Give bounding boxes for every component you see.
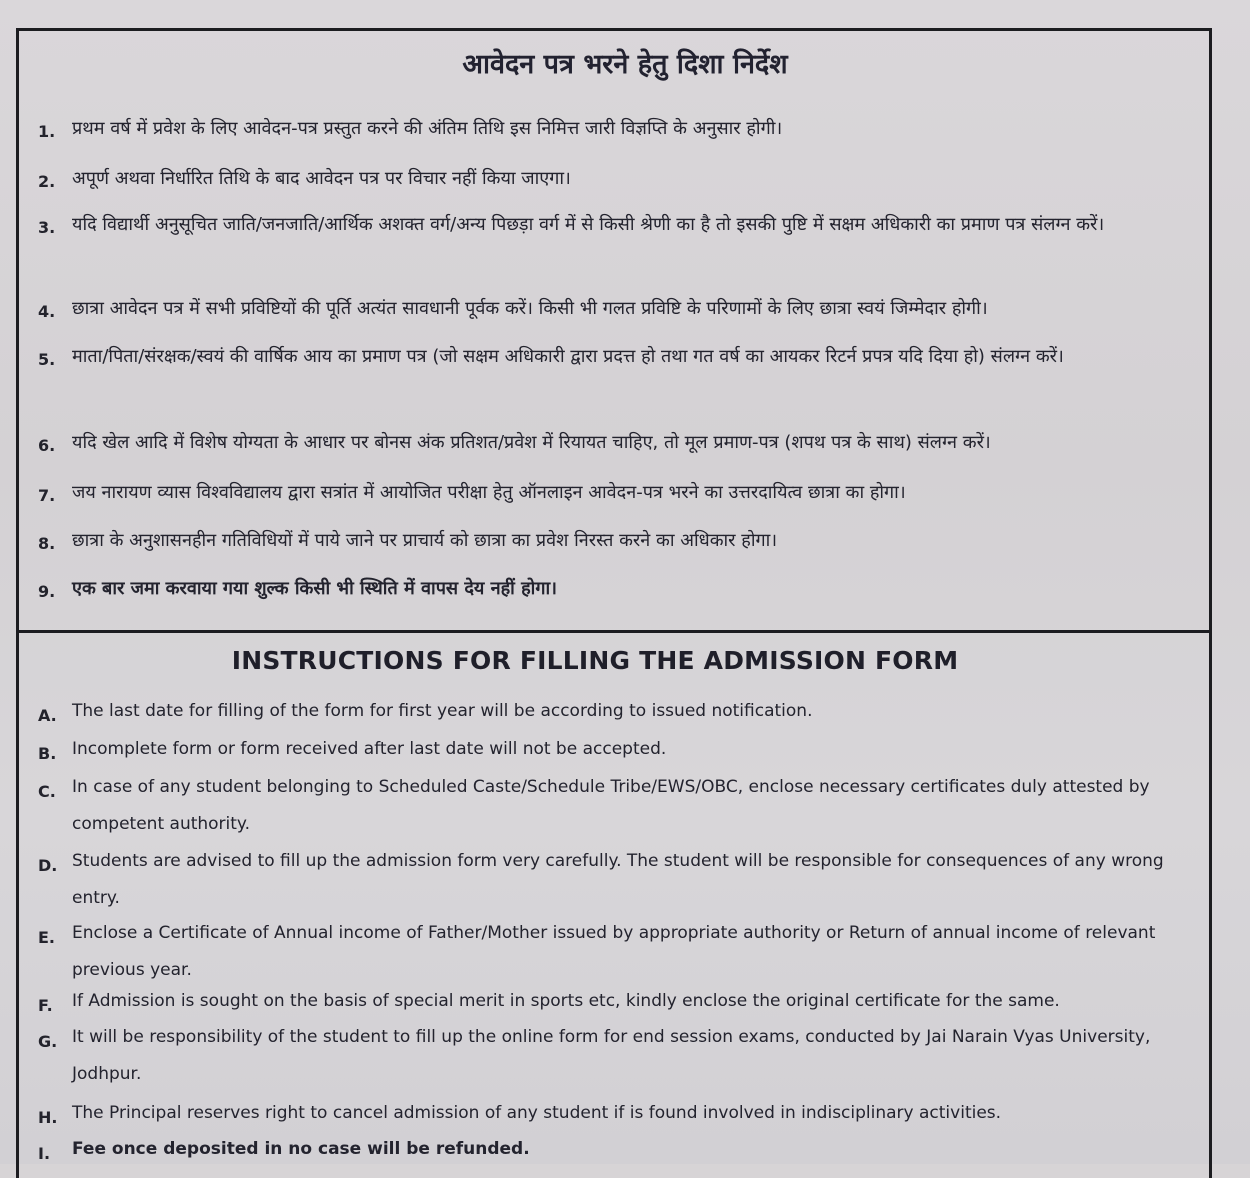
- item-text: The last date for filling of the form for first year will be according to issued notification.: [72, 701, 813, 721]
- item-text: यदि विद्यार्थी अनुसूचित जाति/जनजाति/आर्थिक अशक्त वर्ग/अन्य पिछड़ा वर्ग में से किसी श्रेणी का है तो इसकी पुष्टि में सक्षम अधिकारी का प्रमाण पत्र संलग्न करें।: [72, 214, 1105, 235]
- english-instruction-item: [38, 1028, 1203, 1093]
- item-text: यदि खेल आदि में विशेष योग्यता के आधार पर बोनस अंक प्रतिशत/प्रवेश में रियायत चाहिए, तो मूल प्रमाण-पत्र (शपथ पत्र के साथ) संलग्न करें।: [72, 432, 991, 453]
- item-number: D.: [38, 856, 58, 875]
- item-text: छात्रा के अनुशासनहीन गतिविधियों में पाये जाने पर प्राचार्य को छात्रा का प्रवेश निरस्त करने का अधिकार होगा।: [72, 530, 778, 551]
- english-instruction-item: [38, 924, 1203, 989]
- english-instruction-item: [38, 852, 1203, 917]
- item-number: 4.: [38, 302, 56, 321]
- hindi-instruction-item: [38, 214, 1203, 248]
- item-number: 9.: [38, 582, 56, 601]
- english-instruction-item: [38, 1104, 1203, 1132]
- section-divider: [16, 630, 1212, 633]
- item-number: A.: [38, 706, 57, 725]
- item-number: 8.: [38, 534, 56, 553]
- item-text: It will be responsibility of the student to fill up the online form for end session exams, conducted by Jai Narain Vyas University, Jodhpur.: [72, 1027, 1151, 1084]
- item-number: 7.: [38, 486, 56, 505]
- item-number: B.: [38, 744, 57, 763]
- item-number: 3.: [38, 218, 56, 237]
- hindi-instruction-item: [38, 432, 1203, 466]
- item-text: Incomplete form or form received after last date will not be accepted.: [72, 739, 667, 759]
- hindi-instruction-item: [38, 168, 1203, 202]
- hindi-instruction-item: [38, 578, 1203, 612]
- item-text: Enclose a Certificate of Annual income of Father/Mother issued by appropriate authority or Return of annual income of relevant previous year.: [72, 923, 1156, 980]
- hindi-instruction-item: [38, 482, 1203, 516]
- item-text: Students are advised to fill up the admission form very carefully. The student will be responsible for consequences of any wrong entry.: [72, 851, 1164, 908]
- item-text: छात्रा आवेदन पत्र में सभी प्रविष्टियों की पूर्ति अत्यंत सावधानी पूर्वक करें। किसी भी गलत प्रविष्टि के परिणामों के लिए छात्रा स्वयं जिम्मेदार होगी।: [72, 298, 988, 319]
- item-text: अपूर्ण अथवा निर्धारित तिथि के बाद आवेदन पत्र पर विचार नहीं किया जाएगा।: [72, 168, 571, 189]
- item-number: 6.: [38, 436, 56, 455]
- item-text: The Principal reserves right to cancel admission of any student if is found involved in indisciplinary activities.: [72, 1103, 1002, 1123]
- hindi-instruction-item: [38, 530, 1203, 564]
- item-number: I.: [38, 1144, 51, 1163]
- item-number: G.: [38, 1032, 58, 1051]
- item-number: 2.: [38, 172, 56, 191]
- english-instruction-item: [38, 740, 1203, 768]
- hindi-instructions-title: आवेदन पत्र भरने हेतु दिशा निर्देश: [462, 49, 788, 80]
- item-number: 5.: [38, 350, 56, 369]
- item-number: H.: [38, 1108, 58, 1127]
- item-text: जय नारायण व्यास विश्वविद्यालय द्वारा सत्रांत में आयोजित परीक्षा हेतु ऑनलाइन आवेदन-पत्र भरने का उत्तरदायित्व छात्रा का होगा।: [72, 482, 906, 503]
- item-number: 1.: [38, 122, 56, 141]
- item-text: In case of any student belonging to Scheduled Caste/Schedule Tribe/EWS/OBC, enclose necessary certificates duly attested by competent authority.: [72, 777, 1150, 834]
- item-number: E.: [38, 928, 56, 947]
- hindi-instruction-item: [38, 298, 1203, 332]
- item-number: C.: [38, 782, 56, 801]
- hindi-instruction-item: [38, 346, 1203, 380]
- english-instruction-item: [38, 702, 1203, 730]
- item-text: प्रथम वर्ष में प्रवेश के लिए आवेदन-पत्र प्रस्तुत करने की अंतिम तिथि इस निमित्त जारी विज्ञप्ति के अनुसार होगी।: [72, 118, 783, 139]
- item-text: If Admission is sought on the basis of special merit in sports etc, kindly enclose the original certificate for the same.: [72, 991, 1060, 1011]
- english-instruction-item: [38, 992, 1203, 1020]
- item-number: F.: [38, 996, 53, 1015]
- item-text: Fee once deposited in no case will be refunded.: [72, 1139, 530, 1159]
- item-text: एक बार जमा करवाया गया शुल्क किसी भी स्थिति में वापस देय नहीं होगा।: [72, 578, 557, 599]
- english-instruction-item: [38, 778, 1203, 843]
- item-text: माता/पिता/संरक्षक/स्वयं की वार्षिक आय का प्रमाण पत्र (जो सक्षम अधिकारी द्वारा प्रदत्त हो तथा गत वर्ष का आयकर रिटर्न प्रपत्र यदि दिया हो) संलग्न करें।: [72, 346, 1064, 367]
- hindi-instruction-item: [38, 118, 1203, 152]
- english-instructions-title: INSTRUCTIONS FOR FILLING THE ADMISSION FORM: [231, 646, 959, 675]
